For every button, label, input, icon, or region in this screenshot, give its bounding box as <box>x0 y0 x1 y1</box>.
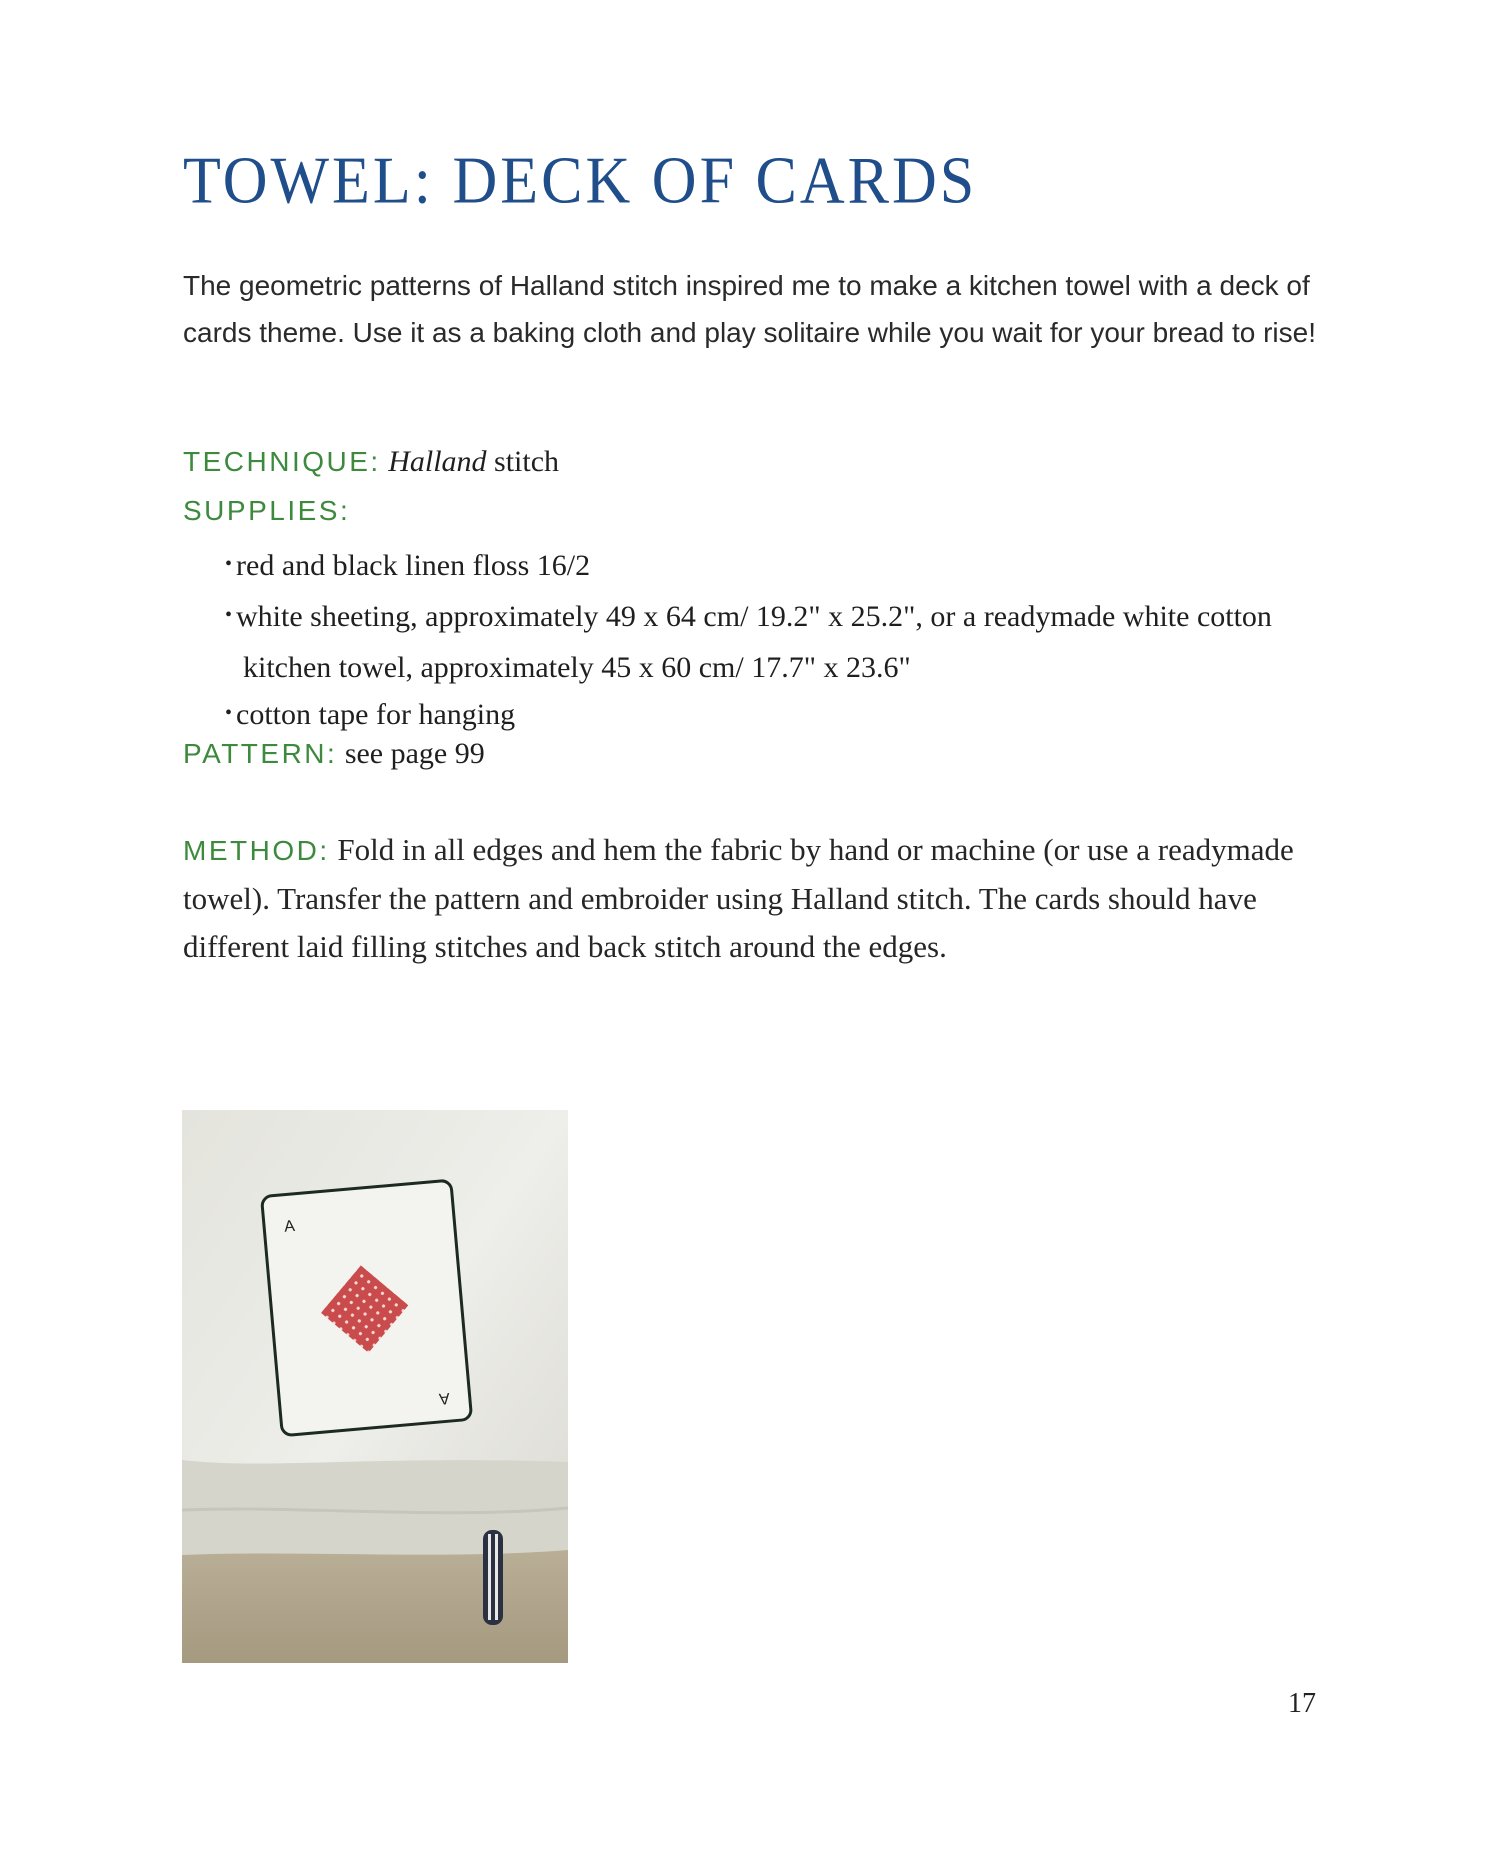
list-item: • cotton tape for hanging <box>225 698 516 731</box>
playing-card <box>261 1180 471 1436</box>
method-paragraph <box>183 826 1323 971</box>
table-surface <box>182 1550 568 1663</box>
technique-line <box>183 445 559 479</box>
page-number: 17 <box>1288 1688 1316 1719</box>
method-text: Fold in all edges and hem the fabric by hand or machine (or use a readymade towel). Transfer the pattern and embroider using Halland stitch. The cards should have different laid filling stitches and back stitch around the edges. <box>183 832 1294 964</box>
pattern-line <box>183 737 485 771</box>
card-rank-bottom: A <box>438 1389 451 1407</box>
list-item: • white sheeting, approximately 49 x 64 cm/ 19.2" x 25.2", or a readymade white cotton kitchen towel, approximately 45 x 60 cm/ 17.7" x 23.6" <box>225 600 1272 684</box>
supplies-list <box>225 542 1325 742</box>
technique-value-rest: stitch <box>486 445 560 478</box>
technique-value-italic: Halland <box>388 445 487 478</box>
towel-photo <box>182 1110 568 1663</box>
card-rank-top: A <box>283 1217 296 1236</box>
pattern-label: PATTERN: <box>183 738 338 769</box>
hanging-tape <box>483 1530 503 1625</box>
method-label: METHOD: <box>183 835 330 866</box>
supplies-label: SUPPLIES: <box>183 495 351 526</box>
supplies-heading <box>183 494 350 528</box>
bullet-icon: • <box>225 553 233 575</box>
bullet-icon: • <box>225 702 233 724</box>
page-title: TOWEL: DECK OF CARDS <box>183 144 978 218</box>
list-item: • red and black linen floss 16/2 <box>225 549 591 582</box>
technique-label: TECHNIQUE: <box>183 446 381 477</box>
bullet-icon: • <box>225 604 233 626</box>
intro-paragraph: The geometric patterns of Halland stitch inspired me to make a kitchen towel with a deck of cards theme. Use it as a baking cloth and play solitaire while you wait for your bread to rise! <box>183 270 1317 348</box>
pattern-value: see page 99 <box>344 737 485 770</box>
